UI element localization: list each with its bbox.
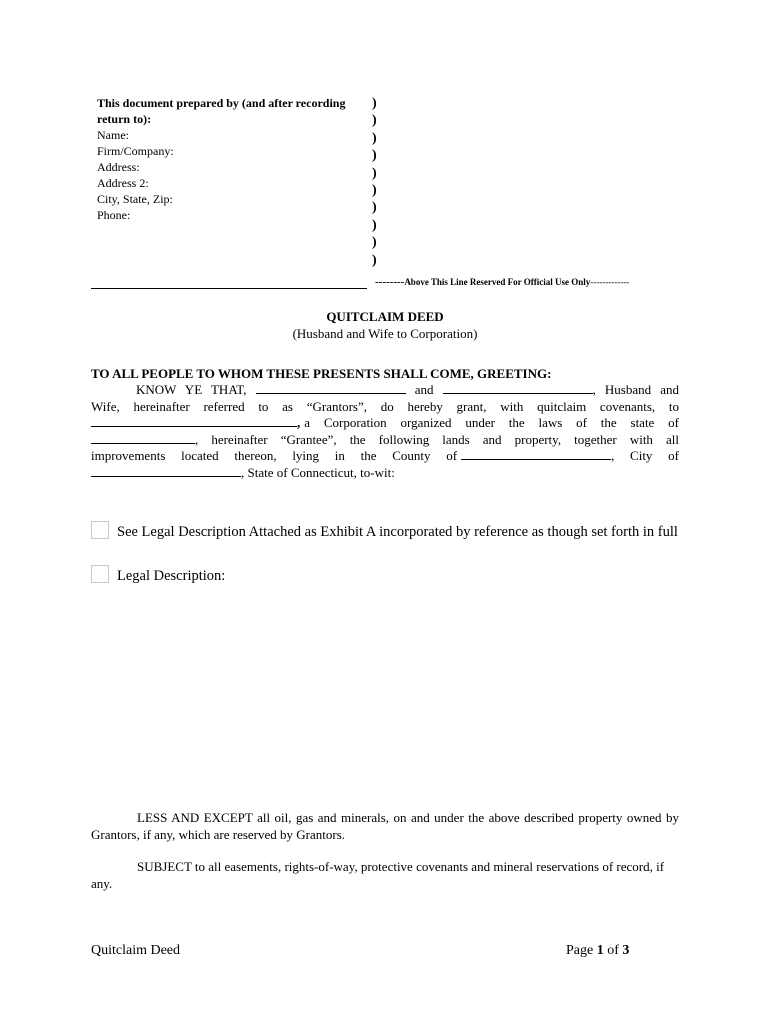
grant-line-1: KNOW YE THAT, and , Husband and — [136, 382, 679, 397]
grant-line-2: Wife, hereinafter referred to as “Grantors”, do hereby grant, with quitclaim covenants, to — [91, 398, 679, 414]
preparer-name-label: Name: — [97, 128, 129, 142]
footer-title: Quitclaim Deed — [91, 943, 181, 958]
option-legal-description — [91, 565, 681, 585]
exhibit-a-checkbox[interactable] — [91, 521, 109, 539]
bracket-column: ) ) ) ) ) ) ) ) ) ) — [372, 96, 377, 268]
corporation-name-blank[interactable] — [91, 415, 297, 427]
recording-divider-line — [91, 288, 367, 289]
county-blank[interactable] — [461, 448, 611, 460]
preparer-address-label: Address: — [97, 160, 140, 174]
city-blank[interactable] — [91, 465, 241, 477]
official-use-notice: --------Above This Line Reserved For Official Use Only------------- — [375, 276, 630, 288]
grantor1-blank[interactable] — [256, 382, 406, 394]
preparer-block — [97, 95, 367, 223]
less-and-except-paragraph: LESS AND EXCEPT all oil, gas and minerals, on and under the above described property owned by Grantors, if any, which are reserved by Grantors. — [91, 810, 679, 842]
preparer-address2-label: Address 2: — [97, 176, 149, 190]
preparer-city-state-zip-label: City, State, Zip: — [97, 192, 173, 206]
subject-to-paragraph: SUBJECT to all easements, rights-of-way, protective covenants and mineral reservations of record, if any. — [91, 859, 665, 891]
preparer-firm-label: Firm/Company: — [97, 144, 174, 158]
grant-line-6: , State of Connecticut, to-wit: — [91, 465, 679, 482]
grant-line-5: improvements located thereon, lying in the County of , City of — [91, 448, 679, 464]
grant-line-4: , hereinafter “Grantee”, the following lands and property, together with all — [91, 432, 679, 449]
preparer-phone-label: Phone: — [97, 208, 131, 222]
exhibit-a-label: See Legal Description Attached as Exhibit A incorporated by reference as though set forth in full — [117, 524, 678, 540]
greeting-heading: TO ALL PEOPLE TO WHOM THESE PRESENTS SHALL COME, GREETING: — [91, 366, 552, 381]
grant-line-3: , a Corporation organized under the laws of the state of — [91, 415, 679, 432]
option-exhibit-a — [91, 521, 681, 541]
document-title: QUITCLAIM DEED — [326, 309, 444, 324]
document-subtitle: (Husband and Wife to Corporation) — [292, 326, 478, 341]
page-number: Page 1 of 3 — [566, 943, 630, 958]
legal-description-label: Legal Description: — [117, 568, 226, 584]
preparer-heading: This document prepared by (and after recording return to): — [97, 96, 346, 126]
grant-paragraph — [91, 382, 679, 482]
grantor2-blank[interactable] — [443, 382, 593, 394]
state-blank[interactable] — [91, 432, 195, 444]
legal-description-checkbox[interactable] — [91, 565, 109, 583]
